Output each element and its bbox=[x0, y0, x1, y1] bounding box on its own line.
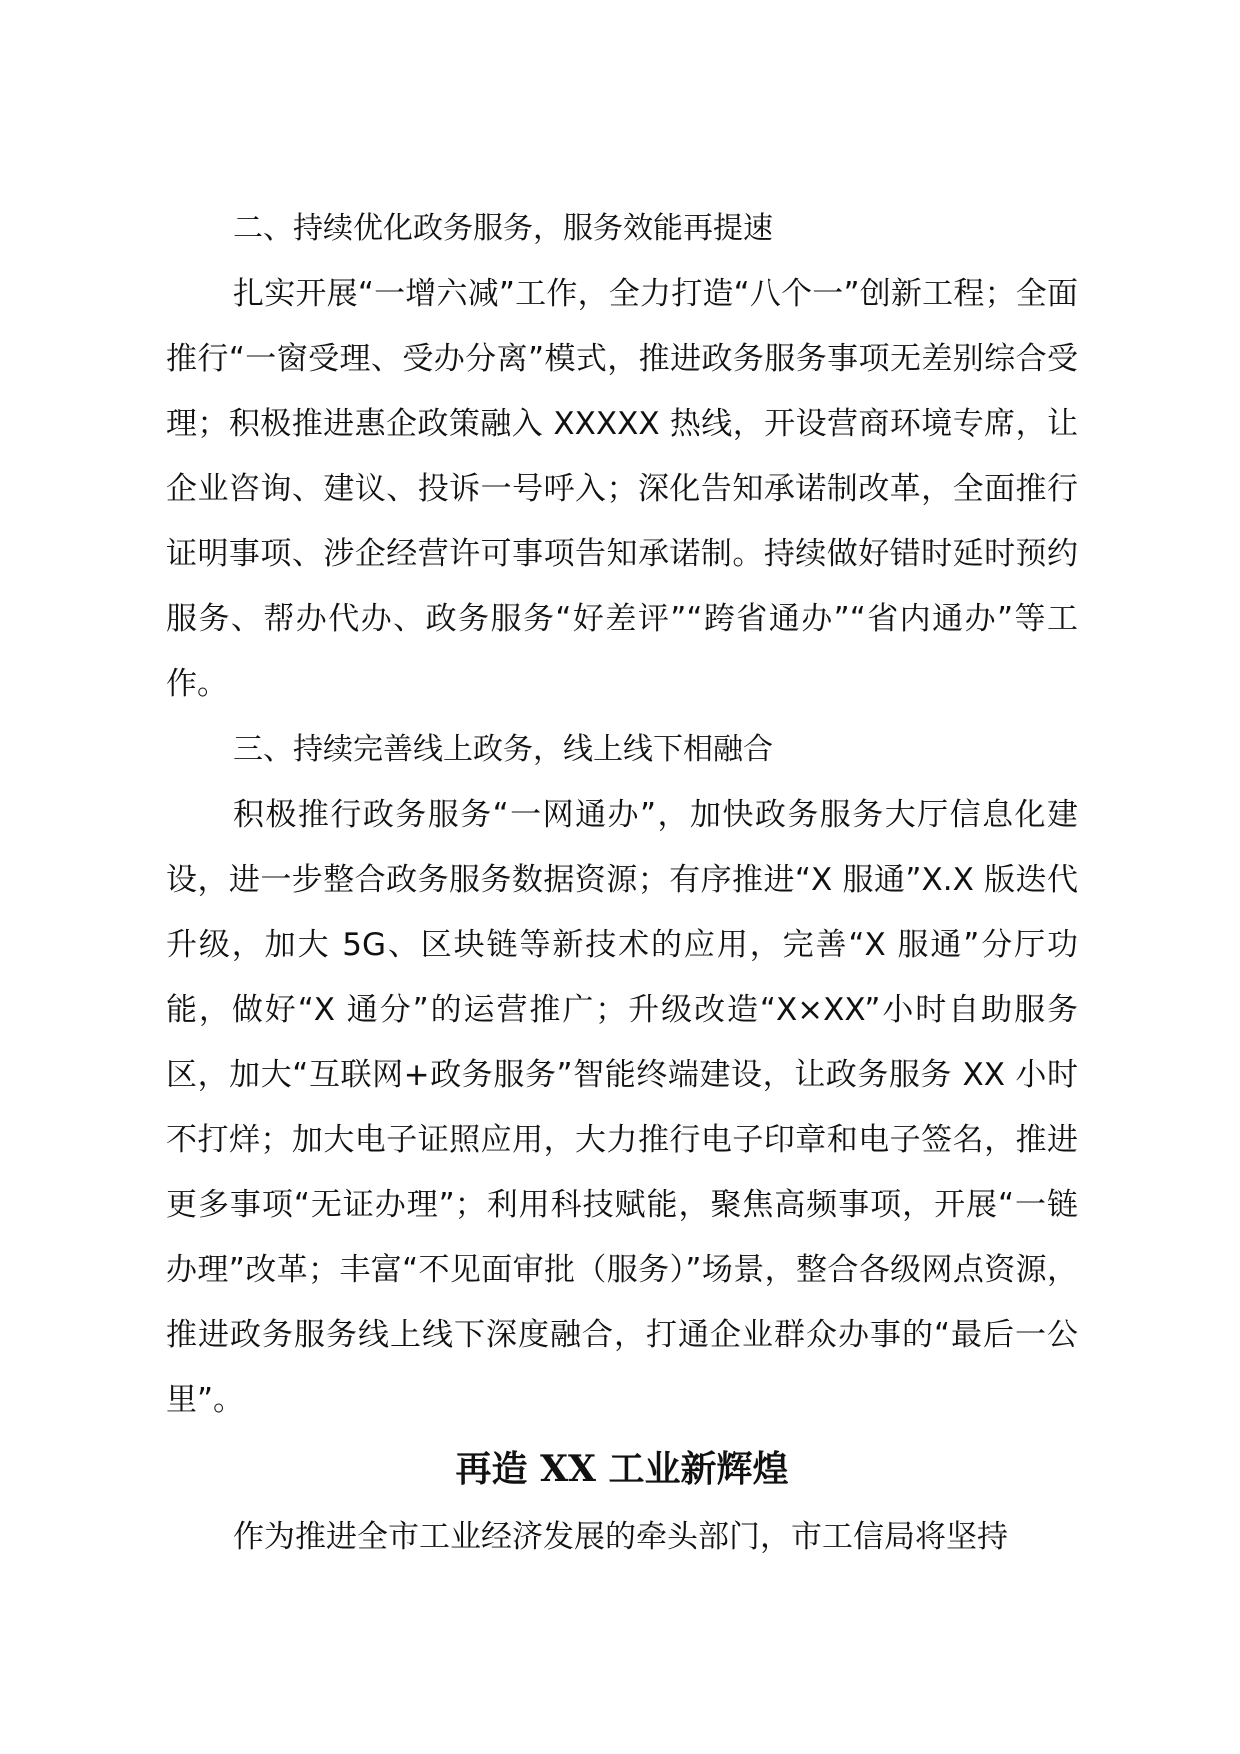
document-body bbox=[166, 196, 1078, 1570]
section-heading-3: 三、持续完善线上政务，线上线下相融合 bbox=[233, 732, 773, 767]
section-paragraph-2: 扎实开展“一增六减”工作，全力打造“八个一”创新工程；全面推行“一窗受理、受办分离”模式，推进政务服务事项无差别综合受理；积极推进惠企政策融入 XXXXX 热线，开设营商环境专席，让企业咨询、建议、投诉一号呼入；深化告知承诺制改革，全面推行证明事项、涉企经营许可事项告知承诺制。持续做好错时延时预约服务、帮办代办、政务服务“好差评”“跨省通办”“省内通办”等工作。 bbox=[166, 276, 1078, 702]
section-heading-2: 二、持续优化政务服务，服务效能再提速 bbox=[233, 211, 773, 246]
article-title: 再造 XX 工业新辉煌 bbox=[455, 1448, 789, 1490]
article-opening-paragraph: 作为推进全市工业经济发展的牵头部门，市工信局将坚持 bbox=[233, 1519, 1008, 1555]
section-paragraph-3: 积极推行政务服务“一网通办”，加快政务服务大厅信息化建设，进一步整合政务服务数据资源；有序推进“X 服通”X.X 版迭代升级，加大 5G、区块链等新技术的应用，完善“X 服通”分厅功能，做好“X 通分”的运营推广；升级改造“X×XX”小时自助服务区，加大“互联网+政务服务”智能终端建设，让政务服务 XX 小时不打烊；加大电子证照应用，大力推行电子印章和电子签名，推进更多事项“无证办理”；利用科技赋能，聚焦高频事项，开展“一链办理”改革；丰富“不见面审批（服务）”场景，整合各级网点资源，推进政务服务线上线下深度融合，打通企业群众办事的“最后一公里”。 bbox=[166, 797, 1078, 1418]
